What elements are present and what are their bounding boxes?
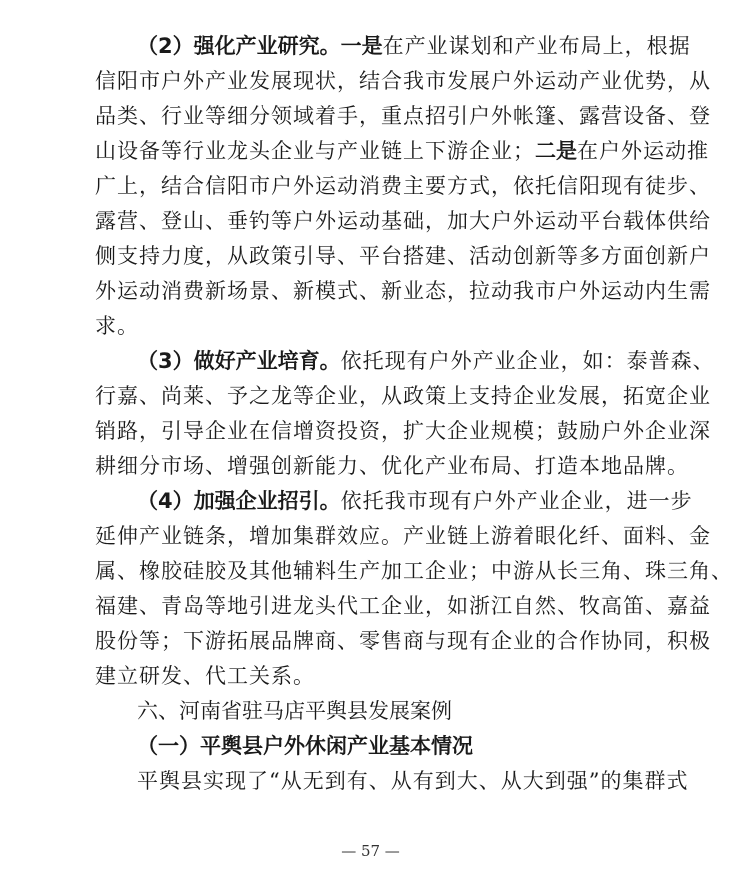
paragraph-2-text: 在户外运动推 bbox=[577, 139, 709, 163]
paragraph-4-line-4: 福建、青岛等地引进龙头代工企业，如浙江自然、牧高笛、嘉益 bbox=[95, 594, 711, 618]
paragraph-4-line-2: 延伸产业链条，增加集群效应。产业链上游着眼化纤、面料、金 bbox=[95, 524, 711, 548]
paragraph-2-heading: （2）强化产业研究。 bbox=[137, 34, 341, 58]
paragraph-2-line-8: 外运动消费新场景、新模式、新业态，拉动我市户外运动内生需 bbox=[95, 279, 711, 303]
paragraph-3-text: 依托现有户外产业企业，如：泰普森、 bbox=[340, 349, 715, 373]
paragraph-3-line-4: 耕细分市场、增强创新能力、优化产业布局、打造本地品牌。 bbox=[95, 454, 689, 478]
paragraph-3-line-2: 行嘉、尚莱、予之龙等企业，从政策上支持企业发展，拓宽企业 bbox=[95, 384, 711, 408]
paragraph-2-text: 山设备等行业龙头企业与产业链上下游企业； bbox=[95, 139, 535, 163]
paragraph-4-line-3: 属、橡胶硅胶及其他辅料生产加工企业；中游从长三角、珠三角、 bbox=[95, 559, 733, 583]
paragraph-2-line-7: 侧支持力度，从政策引导、平台搭建、活动创新等多方面创新户 bbox=[95, 244, 711, 268]
paragraph-2-line-5: 广上，结合信阳市户外运动消费主要方式，依托信阳现有徒步、 bbox=[95, 174, 711, 198]
paragraph-4-line-5: 股份等；下游拓展品牌商、零售商与现有企业的合作协同，积极 bbox=[95, 629, 711, 653]
paragraph-2-line-4 bbox=[95, 133, 709, 169]
paragraph-2-line-1 bbox=[137, 28, 691, 64]
paragraph-4-heading: （4）加强企业招引。 bbox=[137, 489, 341, 513]
paragraph-4-line-1 bbox=[137, 483, 693, 519]
paragraph-2-text: 在产业谋划和产业布局上，根据 bbox=[382, 34, 691, 58]
paragraph-2-line-9: 求。 bbox=[95, 314, 139, 338]
paragraph-3-line-1 bbox=[137, 343, 715, 379]
paragraph-4-line-6: 建立研发、代工关系。 bbox=[95, 664, 315, 688]
emphasis-second: 二是 bbox=[535, 139, 577, 163]
page-number: — 57 — bbox=[341, 842, 400, 860]
paragraph-3-heading: （3）做好产业培育。 bbox=[137, 349, 341, 373]
emphasis-first: 一是 bbox=[340, 34, 383, 58]
paragraph-3-line-3: 销路，引导企业在信增资投资，扩大企业规模；鼓励户外企业深 bbox=[95, 419, 711, 443]
section-heading: 六、河南省驻马店平舆县发展案例 bbox=[137, 699, 452, 723]
paragraph-2-line-6: 露营、登山、垂钓等户外运动基础，加大户外运动平台载体供给 bbox=[95, 209, 711, 233]
subsection-heading: （一）平舆县户外休闲产业基本情况 bbox=[137, 734, 473, 758]
paragraph-2-line-2: 信阳市户外产业发展现状，结合我市发展户外运动产业优势，从 bbox=[95, 69, 711, 93]
paragraph-4-text: 依托我市现有户外产业企业，进一步 bbox=[340, 489, 693, 513]
paragraph-2-line-3: 品类、行业等细分领域着手，重点招引户外帐篷、露营设备、登 bbox=[95, 104, 711, 128]
section-6-paragraph-line-1: 平舆县实现了“从无到有、从有到大、从大到强”的集群式 bbox=[137, 769, 689, 793]
